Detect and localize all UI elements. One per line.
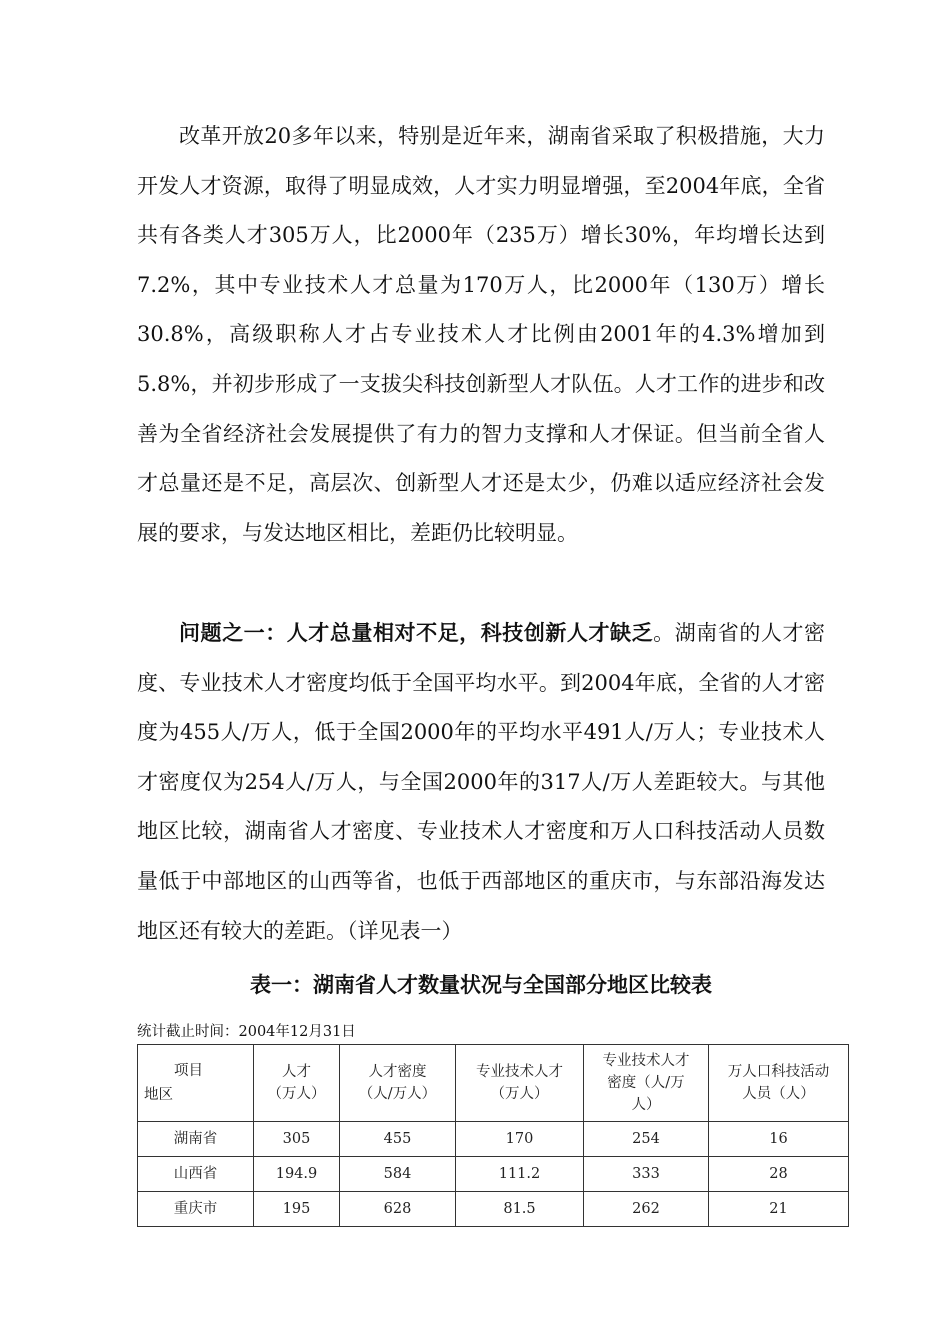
cell-professional-talent: 81.5	[456, 1192, 584, 1227]
cell-region: 重庆市	[138, 1192, 254, 1227]
header-talent	[254, 1045, 340, 1122]
statistics-cutoff-date: 统计截止时间：2004年12月31日	[137, 1024, 356, 1040]
table-title: 表一：湖南省人才数量状况与全国部分地区比较表	[250, 972, 712, 997]
problem-one-heading: 问题之一：人才总量相对不足，科技创新人才缺乏	[179, 620, 654, 645]
cell-talent: 305	[254, 1122, 340, 1157]
cell-professional-density: 333	[584, 1157, 709, 1192]
cell-talent-density: 584	[340, 1157, 456, 1192]
header-talent-density-line2: （人/万人）	[358, 1086, 437, 1102]
cell-professional-density: 254	[584, 1122, 709, 1157]
cell-professional-talent: 170	[456, 1122, 584, 1157]
table-header-row	[138, 1045, 849, 1122]
header-talent-line2: （万人）	[267, 1086, 326, 1102]
table-row	[138, 1122, 849, 1157]
header-talent-density-line1: 人才密度	[368, 1064, 427, 1080]
paragraph-intro: 改革开放20多年以来，特别是近年来，湖南省采取了积极措施，大力开发人才资源，取得了明显成效，人才实力明显增强，至2004年底，全省共有各类人才305万人，比2000年（235万）增长30%，年均增长达到7.2%，其中专业技术人才总量为170万人，比2000年（130万）增长30.8%，高级职称人才占专业技术人才比例由2001年的4.3%增加到5.8%，并初步形成了一支拔尖科技创新型人才队伍。人才工作的进步和改善为全省经济社会发展提供了有力的智力支撑和人才保证。但当前全省人才总量还是不足，高层次、创新型人才还是太少，仍难以适应经济社会发展的要求，与发达地区相比，差距仍比较明显。	[137, 124, 825, 545]
header-tech-activity-staff-line1: 万人口科技活动	[727, 1064, 830, 1080]
header-talent-line1: 人才	[282, 1064, 311, 1080]
header-professional-talent-line1: 专业技术人才	[476, 1064, 563, 1080]
header-corner-cell	[138, 1045, 254, 1122]
header-professional-density-line2: 密度（人/万	[607, 1075, 685, 1091]
paragraph-problem-one	[137, 608, 825, 956]
header-corner-top: 项目	[174, 1063, 203, 1079]
header-professional-density-line1: 专业技术人才	[602, 1053, 690, 1069]
cell-region: 山西省	[138, 1157, 254, 1192]
header-professional-talent-line2: （万人）	[490, 1086, 549, 1102]
cell-talent-density: 455	[340, 1122, 456, 1157]
table-row	[138, 1157, 849, 1192]
header-corner-bottom: 地区	[144, 1087, 173, 1103]
header-talent-density	[340, 1045, 456, 1122]
cell-talent-density: 628	[340, 1192, 456, 1227]
header-tech-activity-staff	[709, 1045, 849, 1122]
cell-talent: 194.9	[254, 1157, 340, 1192]
cell-tech-activity-staff: 28	[709, 1157, 849, 1192]
cell-tech-activity-staff: 16	[709, 1122, 849, 1157]
header-tech-activity-staff-line2: 人员（人）	[742, 1086, 815, 1102]
header-professional-density-line3: 人）	[631, 1097, 661, 1113]
cell-talent: 195	[254, 1192, 340, 1227]
header-professional-density	[584, 1045, 709, 1122]
table-row	[138, 1192, 849, 1227]
header-professional-talent	[456, 1045, 584, 1122]
cell-tech-activity-staff: 21	[709, 1192, 849, 1227]
cell-professional-talent: 111.2	[456, 1157, 584, 1192]
cell-professional-density: 262	[584, 1192, 709, 1227]
problem-one-body: 。湖南省的人才密度、专业技术人才密度均低于全国平均水平。到2004年底，全省的人才密度为455人/万人，低于全国2000年的平均水平491人/万人；专业技术人才密度仅为254人/万人，与全国2000年的317人/万人差距较大。与其他地区比较，湖南省人才密度、专业技术人才密度和万人口科技活动人员数量低于中部地区的山西等省，也低于西部地区的重庆市，与东部沿海发达地区还有较大的差距。（详见表一）	[137, 621, 826, 943]
comparison-table	[137, 1044, 849, 1227]
cell-region: 湖南省	[138, 1122, 254, 1157]
